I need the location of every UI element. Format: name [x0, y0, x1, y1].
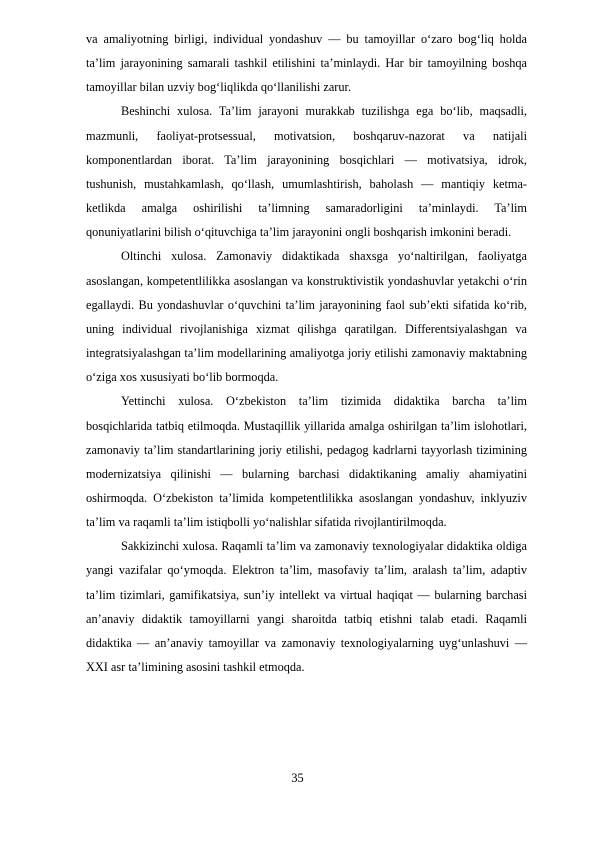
paragraph-conclusion-eighth: Sakkizinchi xulosa. Raqamli ta’lim va zamonaviy texnologiyalar didaktika oldiga yangi vazifalar qo‘ymoqda. Elektron ta’lim, masofaviy ta’lim, aralash ta’lim, adaptiv ta’lim tizimlari, gamifikatsiya, sun’iy intellekt va virtual haqiqat — bularning barchasi an’anaviy didaktik tamoyillarni yangi sharoitda tatbiq etishni talab etadi. Raqamli didaktika — an’anaviy tamoyillar va zamonaviy texnologiyalarning uyg‘unlashuvi — XXI asr ta’limining asosini tashkil etmoqda. [86, 539, 527, 675]
page-number: 35 [291, 771, 304, 785]
document-body [86, 27, 527, 679]
paragraph-continuation: va amaliyotning birligi, individual yondashuv — bu tamoyillar o‘zaro bog‘liq holda ta’lim jarayonining samarali tashkil etilishini ta’minlaydi. Har bir tamoyilning boshqa tamoyillar bilan uzviy bog‘liqlikda qo‘llanilishi zarur. [86, 32, 527, 95]
paragraph-conclusion-sixth: Oltinchi xulosa. Zamonaviy didaktikada shaxsga yo‘naltirilgan, faoliyatga asoslangan, kompetentlilikka asoslangan va konstruktivistik yondashuvlar yetakchi o‘rin egallaydi. Bu yondashuvlar o‘quvchini ta’lim jarayonining faol sub’ekti sifatida ko‘rib, uning individual rivojlanishiga xizmat qilishga qaratilgan. Differentsiyalashgan va integratsiyalashgan ta’lim modellarining amaliyotga joriy etilishi zamonaviy maktabning o‘ziga xos xususiyati bo‘lib bormoqda. [86, 249, 527, 385]
paragraph-conclusion-fifth: Beshinchi xulosa. Ta’lim jarayoni murakkab tuzilishga ega bo‘lib, maqsadli, mazmunli, faoliyat-protsessual, motivatsion, boshqaruv-nazorat va natijali komponentlardan iborat. Ta’lim jarayonining bosqichlari — motivatsiya, idrok, tushunish, mustahkamlash, qo‘llash, umumlashtirish, baholash — mantiqiy ketma-ketlikda amalga oshirilishi ta’limning samaradorligini ta’minlaydi. Ta’lim qonuniyatlarini bilish o‘qituvchiga ta’lim jarayonini ongli boshqarish imkonini beradi. [86, 104, 527, 240]
paragraph-conclusion-seventh: Yettinchi xulosa. O‘zbekiston ta’lim tizimida didaktika barcha ta’lim bosqichlarida tatbiq etilmoqda. Mustaqillik yillarida amalga oshirilgan ta’lim islohotlari, zamonaviy ta’lim standartlarining joriy etilishi, pedagog kadrlarni tayyorlash tizimining modernizatsiya qilinishi — bularning barchasi didaktikaning amaliy ahamiyatini oshirmoqda. O‘zbekiston ta’limida kompetentlilikka asoslangan yondashuv, inklyuziv ta’lim va raqamli ta’lim istiqbolli yo‘nalishlar sifatida rivojlantirilmoqda. [86, 394, 527, 530]
